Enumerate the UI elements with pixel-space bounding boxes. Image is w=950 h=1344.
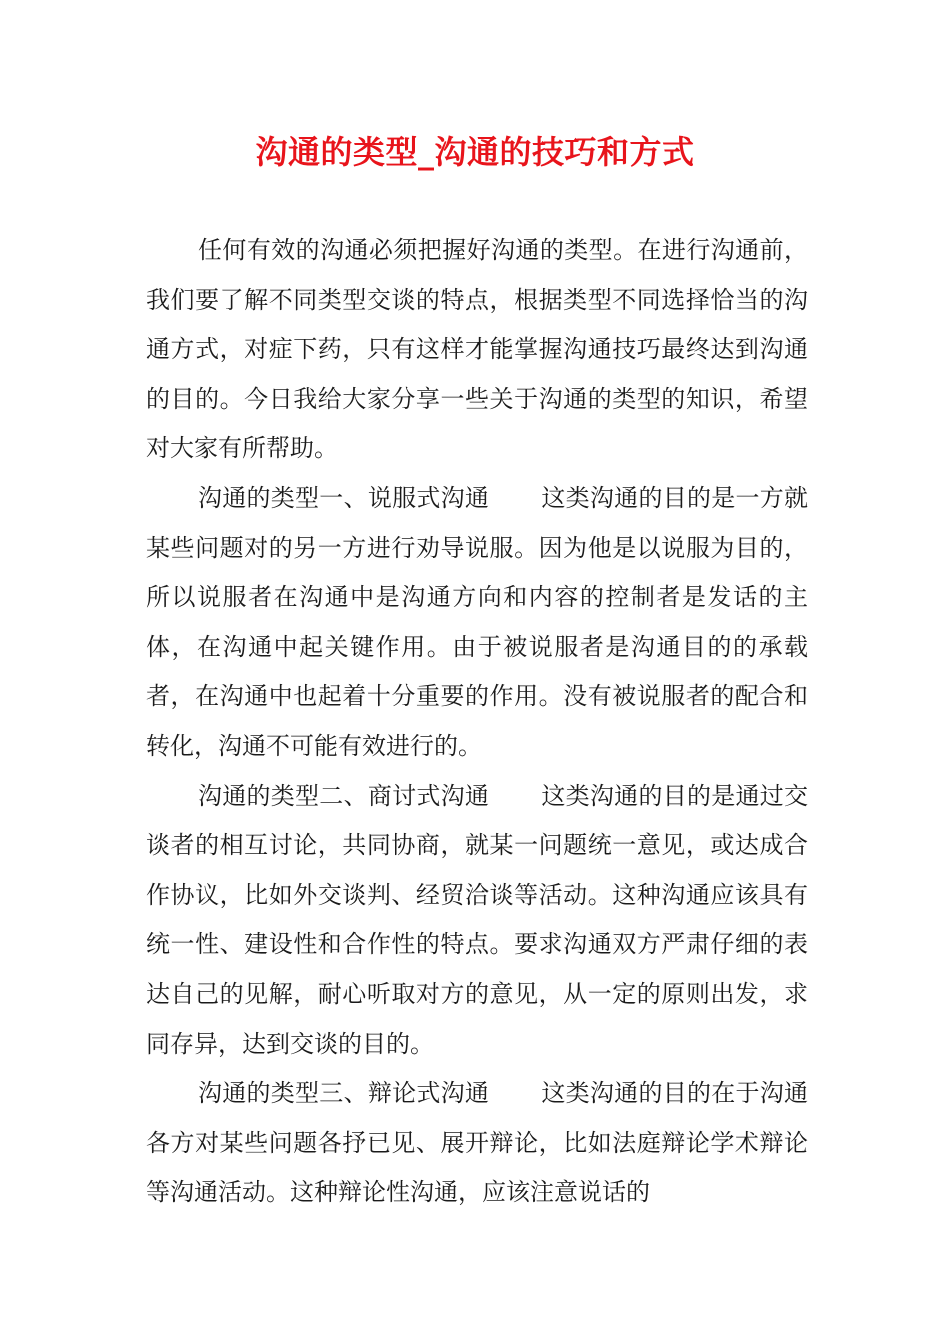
paragraph-text: 这类沟通的目的是通过交谈者的相互讨论，共同协商，就某一问题统一意见，或达成合作协议，比如外交谈判、经贸洽谈等活动。这种沟通应该具有统一性、建设性和合作性的特点。要求沟通双方严肃仔细的表达自己的见解，耐心听取对方的意见，从一定的原则出发，求同存异，达到交谈的目的。 bbox=[146, 781, 809, 1058]
document-title: 沟通的类型_沟通的技巧和方式 bbox=[255, 133, 695, 171]
paragraph-heading: 沟通的类型三、辩论式沟通 bbox=[198, 1079, 490, 1108]
document-body bbox=[146, 226, 808, 1218]
paragraph-text: 这类沟通的目的是一方就某些问题对的另一方进行劝导说服。因为他是以说服为目的，所以说服者在沟通中是沟通方向和内容的控制者是发话的主体，在沟通中起关键作用。由于被说服者是沟通目的的承载者，在沟通中也起着十分重要的作用。没有被说服者的配合和转化，沟通不可能有效进行的。 bbox=[146, 483, 809, 760]
paragraph-heading: 沟通的类型一、说服式沟通 bbox=[198, 483, 490, 512]
paragraph-type-one bbox=[146, 474, 808, 772]
paragraph-heading: 沟通的类型二、商讨式沟通 bbox=[198, 781, 490, 810]
paragraph-intro bbox=[146, 226, 808, 474]
paragraph-type-two bbox=[146, 772, 808, 1070]
paragraph-text: 这类沟通的目的在于沟通各方对某些问题各抒已见、展开辩论，比如法庭辩论学术辩论等沟通活动。这种辩论性沟通，应该注意说话的 bbox=[146, 1079, 809, 1207]
paragraph-text: 任何有效的沟通必须把握好沟通的类型。在进行沟通前，我们要了解不同类型交谈的特点，根据类型不同选择恰当的沟通方式，对症下药，只有这样才能掌握沟通技巧最终达到沟通的目的。今日我给大家分享一些关于沟通的类型的知识，希望对大家有所帮助。 bbox=[146, 236, 808, 463]
paragraph-type-three bbox=[146, 1069, 808, 1218]
